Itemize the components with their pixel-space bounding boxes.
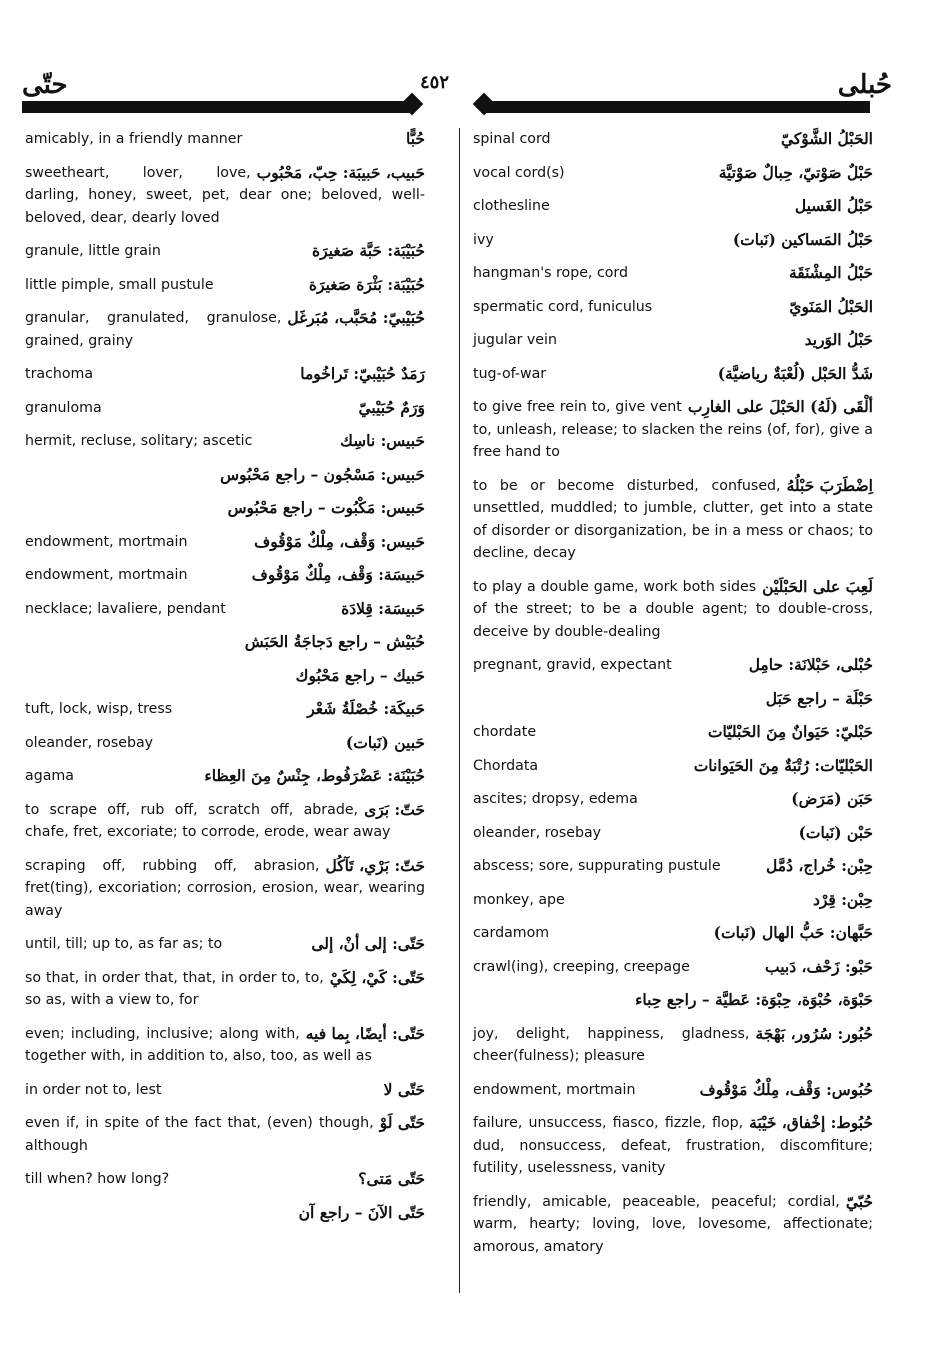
entry-definition: to give free rein to, give vent to, unleash, release; to slacken the reins (of, for), give a free hand to — [473, 399, 873, 460]
dictionary-entry — [473, 1112, 873, 1180]
entry-headword: حَتّى لا — [383, 1079, 425, 1099]
entry-headword: حُبُور: سُرُور، بَهْجَة — [755, 1023, 873, 1043]
entry-definition: friendly, amicable, peaceable, peaceful; cordial, warm, hearty; loving, love, lovesome, affectionate; amorous, amatory — [473, 1193, 873, 1255]
dictionary-entry — [473, 363, 873, 386]
dictionary-entry — [473, 1079, 873, 1102]
entry-definition: endowment, mortmain — [25, 533, 188, 550]
dictionary-entry — [25, 1202, 425, 1225]
dictionary-entry — [25, 162, 425, 230]
dictionary-entry — [25, 1079, 425, 1102]
left-column — [25, 128, 425, 1235]
entry-headword: لَعِبَ على الحَبْلَيْن — [762, 576, 873, 596]
dictionary-entry — [473, 922, 873, 945]
entry-headword: حَتّى الآنَ – راجع آن — [298, 1202, 425, 1222]
entry-headword: حِبْن: قِرْد — [812, 889, 873, 909]
entry-headword: حَبيكَة: خُصْلَةُ شَعْر — [307, 699, 425, 718]
dictionary-entry — [25, 464, 425, 487]
entry-definition: till when? how long? — [25, 1171, 170, 1187]
entry-headword: حَبْلُ المِشْنَقَة — [788, 263, 873, 282]
entry-definition: monkey, ape — [473, 891, 565, 908]
dictionary-entry — [25, 765, 425, 788]
entry-definition: tuft, lock, wisp, tress — [25, 701, 173, 717]
header-right-guide-word: حُبلى — [837, 70, 892, 100]
entry-definition: ivy — [473, 231, 494, 248]
entry-headword: حَبَّهان: حَبُّ الهال (نَبات) — [713, 923, 873, 942]
entry-headword: حَبيك – راجع مَحْبُوك — [295, 665, 425, 685]
entry-headword: رَمَدٌ حُبَيْبيّ: تَراخُوما — [300, 364, 425, 383]
entry-headword: حَبيسَة: قِلادَة — [341, 598, 425, 618]
entry-headword: حَبْوَة، حُبْوَة، حِبْوَة: عَطيَّة – راجع حِباء — [635, 990, 873, 1009]
dictionary-entry — [473, 989, 873, 1012]
header-left-guide-word: حتّى — [22, 70, 68, 100]
dictionary-entry — [473, 475, 873, 565]
entry-definition: hangman's rope, cord — [473, 265, 629, 281]
entry-definition: endowment, mortmain — [473, 1081, 636, 1098]
dictionary-entry — [473, 889, 873, 912]
dictionary-entry — [473, 822, 873, 845]
dictionary-entry — [25, 698, 425, 721]
entry-headword: حَبَن (مَرَض) — [791, 789, 873, 808]
dictionary-entry — [25, 128, 425, 151]
entry-headword: الحَبْلُ الشَّوْكيّ — [780, 129, 873, 148]
entry-headword: حَتّ: بَرَى — [364, 799, 425, 819]
dictionary-entry — [473, 688, 873, 711]
dictionary-entry — [25, 933, 425, 956]
dictionary-entry — [473, 956, 873, 979]
entry-headword: حَبيس: وَقْف، مِلْكٌ مَوْقُوف — [254, 531, 425, 551]
entry-definition: sweetheart, lover, love, darling, honey, sweet, pet, dear one; beloved, well-beloved, dear, dearly loved — [25, 164, 425, 226]
entry-headword: حَبيس: مَكْبُوت – راجع مَحْبُوس — [227, 498, 425, 517]
dictionary-entry — [25, 967, 425, 1012]
entry-headword: حُبْلى، حَبْلانَة: حامِل — [748, 655, 873, 674]
entry-definition: chordate — [473, 724, 537, 740]
entry-definition: endowment, mortmain — [25, 567, 188, 583]
entry-headword: حَتّى: إلى أنْ، إلى — [311, 934, 425, 953]
entry-definition: granular, granulated, granulose, grained, grainy — [25, 310, 282, 349]
entry-headword: حَبْو: زَحْف، دَبيب — [764, 956, 873, 976]
entry-headword: حُبَيْبيّ: مُحَبَّب، مُبَرغَل — [287, 308, 425, 327]
entry-headword: حُبَيْنَة: عَضْرَفُوط، جِنْسٌ مِنَ العِظاء — [204, 766, 425, 785]
entry-headword: حُبَيْبَة: بَثْرَة صَغيرَة — [308, 274, 425, 294]
dictionary-entry — [25, 531, 425, 554]
entry-definition: trachoma — [25, 366, 94, 382]
entry-definition: so that, in order that, that, in order to, to, so as, with a view to, for — [25, 969, 324, 1008]
entry-headword: حَبين (نَبات) — [345, 732, 425, 752]
dictionary-entry — [473, 229, 873, 252]
dictionary-entry — [473, 396, 873, 464]
entry-definition: even; including, inclusive; along with, together with, in addition to, also, too, as well as — [25, 1025, 372, 1064]
dictionary-entry — [25, 1023, 425, 1068]
dictionary-entry — [473, 162, 873, 185]
entry-definition: abscess; sore, suppurating pustule — [473, 858, 721, 874]
entry-headword: الحَبْلُ المَنَويّ — [789, 296, 873, 316]
dictionary-entry — [473, 1023, 873, 1068]
entry-headword: حَبْلٌ صَوْتيّ، حِبالٌ صَوْتيَّة — [718, 162, 873, 182]
entry-headword: اِضْطَرَبَ حَبْلُهُ — [786, 475, 873, 495]
entry-definition: even if, in spite of the fact that, (even) though, although — [25, 1115, 374, 1154]
entry-definition: granuloma — [25, 399, 102, 416]
dictionary-entry — [25, 564, 425, 587]
entry-definition: spermatic cord, funiculus — [473, 298, 653, 315]
entry-definition: joy, delight, happiness, gladness, cheer(fulness); pleasure — [473, 1025, 750, 1064]
entry-definition: scraping off, rubbing off, abrasion, fret(ting), excoriation; corrosion, erosion, wear, wearing away — [25, 857, 425, 919]
entry-headword: حَبْلَة – راجع حَبَل — [765, 688, 873, 708]
dictionary-entry — [25, 732, 425, 755]
entry-definition: oleander, rosebay — [473, 824, 602, 841]
entry-headword: حَبْلُ الغَسيل — [794, 196, 873, 215]
entry-headword: حَتّى: أيضًا، بِما فيه — [305, 1023, 425, 1043]
entry-definition: little pimple, small pustule — [25, 276, 214, 293]
entry-headword: حَتّى مَتى؟ — [358, 1169, 425, 1188]
entry-definition: failure, unsuccess, fiasco, fizzle, flop, dud, nonsuccess, defeat, frustration, discomfiture; futility, uselessness, vanity — [473, 1115, 873, 1176]
entry-definition: pregnant, gravid, expectant — [473, 657, 672, 673]
entry-definition: ascites; dropsy, edema — [473, 791, 638, 807]
dictionary-entry — [473, 654, 873, 677]
entry-definition: spinal cord — [473, 131, 551, 147]
entry-headword: شَدُّ الحَبْل (لُعْبَةٌ رياضيَّة) — [717, 363, 873, 383]
entry-headword: ألْقَى (لَهُ) الحَبْلَ على الغارِب — [687, 397, 873, 416]
dictionary-entry — [473, 195, 873, 218]
entry-headword: حِبْن: خُراج، دُمَّل — [766, 856, 873, 875]
dictionary-entry — [25, 799, 425, 844]
entry-headword: حَبيسَة: وَقْف، مِلْكٌ مَوْقُوف — [251, 565, 425, 584]
dictionary-entry — [25, 1168, 425, 1191]
dictionary-entry — [25, 363, 425, 386]
entry-definition: tug-of-war — [473, 365, 547, 382]
entry-definition: clothesline — [473, 198, 550, 214]
entry-headword: حُبُوط: إخْفاق، خَيْبَة — [749, 1113, 873, 1132]
entry-headword: الحَبْليّات: رُتْبَةٌ مِنَ الحَيَوانات — [693, 755, 873, 775]
dictionary-entry — [25, 274, 425, 297]
entry-headword: حَتّ: بَرْي، تَآكُل — [325, 855, 425, 875]
entry-definition: necklace; lavaliere, pendant — [25, 600, 226, 617]
entry-definition: cardamom — [473, 925, 550, 941]
entry-definition: to be or become disturbed, confused, unsettled, muddled; to jumble, clutter, get into a state of disorder or disorganization, be in a mess or chaos; to decline, decay — [473, 477, 873, 561]
dictionary-entry — [473, 128, 873, 151]
dictionary-entry — [25, 1112, 425, 1157]
dictionary-entry — [473, 788, 873, 811]
dictionary-entry — [473, 755, 873, 778]
entry-headword: حُبَيْش – راجع دَجاجَةُ الحَبَش — [244, 632, 425, 651]
dictionary-entry — [473, 329, 873, 352]
dictionary-entry — [473, 855, 873, 878]
dictionary-entry — [25, 598, 425, 621]
entry-definition: amicably, in a friendly manner — [25, 131, 243, 147]
entry-definition: crawl(ing), creeping, creepage — [473, 958, 690, 975]
column-divider — [459, 128, 460, 1293]
dictionary-entry — [25, 430, 425, 453]
entry-headword: حَبْليّ: حَيَوانٌ مِنَ الحَبْليّات — [707, 722, 873, 741]
dictionary-entry — [25, 240, 425, 263]
entry-headword: حُبًّا — [406, 129, 425, 148]
entry-definition: jugular vein — [473, 332, 557, 348]
entry-definition: oleander, rosebay — [25, 734, 154, 751]
entry-definition: vocal cord(s) — [473, 164, 565, 181]
entry-definition: hermit, recluse, solitary; ascetic — [25, 433, 253, 449]
entry-headword: حَبيس: مَسْجُون – راجع مَحْبُوس — [220, 464, 425, 484]
entry-headword: حَتّى لَوْ — [379, 1113, 425, 1132]
entry-definition: agama — [25, 768, 74, 784]
entry-headword: حَبيس: ناسِك — [340, 431, 425, 450]
dictionary-entry — [473, 721, 873, 744]
dictionary-entry — [25, 665, 425, 688]
header-rule-right — [486, 101, 870, 113]
dictionary-entry — [473, 262, 873, 285]
dictionary-entry — [473, 576, 873, 644]
entry-headword: حَبيب، حَبيبَة: حِبّ، مَحْبُوب — [256, 162, 425, 182]
dictionary-entry — [25, 497, 425, 520]
entry-headword: حُبَيْبَة: حَبَّة صَغيرَة — [312, 241, 425, 260]
entry-headword: حَبْلُ المَساكين (نَبات) — [732, 229, 873, 249]
dictionary-entry — [25, 307, 425, 352]
entry-headword: حَبْن (نَبات) — [798, 822, 873, 842]
dictionary-entry — [473, 296, 873, 319]
entry-headword: حَتّى: كَيْ، لِكَيْ — [329, 967, 425, 987]
dictionary-entry — [25, 397, 425, 420]
entry-headword: حَبْلُ الوَريد — [804, 330, 873, 349]
dictionary-entry — [25, 855, 425, 923]
entry-definition: to play a double game, work both sides of the street; to be a double agent; to double-cross, deceive by double-dealing — [473, 578, 873, 640]
right-column — [473, 128, 873, 1269]
entry-definition: Chordata — [473, 757, 539, 774]
entry-headword: حُبّيّ — [845, 1191, 873, 1211]
entry-definition: to scrape off, rub off, scratch off, abrade, chafe, fret, excoriate; to corrode, erode, wear away — [25, 801, 391, 840]
entry-definition: in order not to, lest — [25, 1081, 162, 1098]
entry-definition: granule, little grain — [25, 243, 161, 259]
entry-definition: until, till; up to, as far as; to — [25, 936, 223, 952]
entry-headword: وَرَمٌ حُبَيْبيّ — [358, 397, 425, 417]
dictionary-entry — [25, 631, 425, 654]
dictionary-entry — [473, 1191, 873, 1259]
entry-headword: حُبُوس: وَقْف، مِلْكٌ مَوْقُوف — [699, 1079, 873, 1099]
header-rule-left — [22, 101, 410, 113]
page-number: ٤٥٢ — [420, 72, 450, 93]
